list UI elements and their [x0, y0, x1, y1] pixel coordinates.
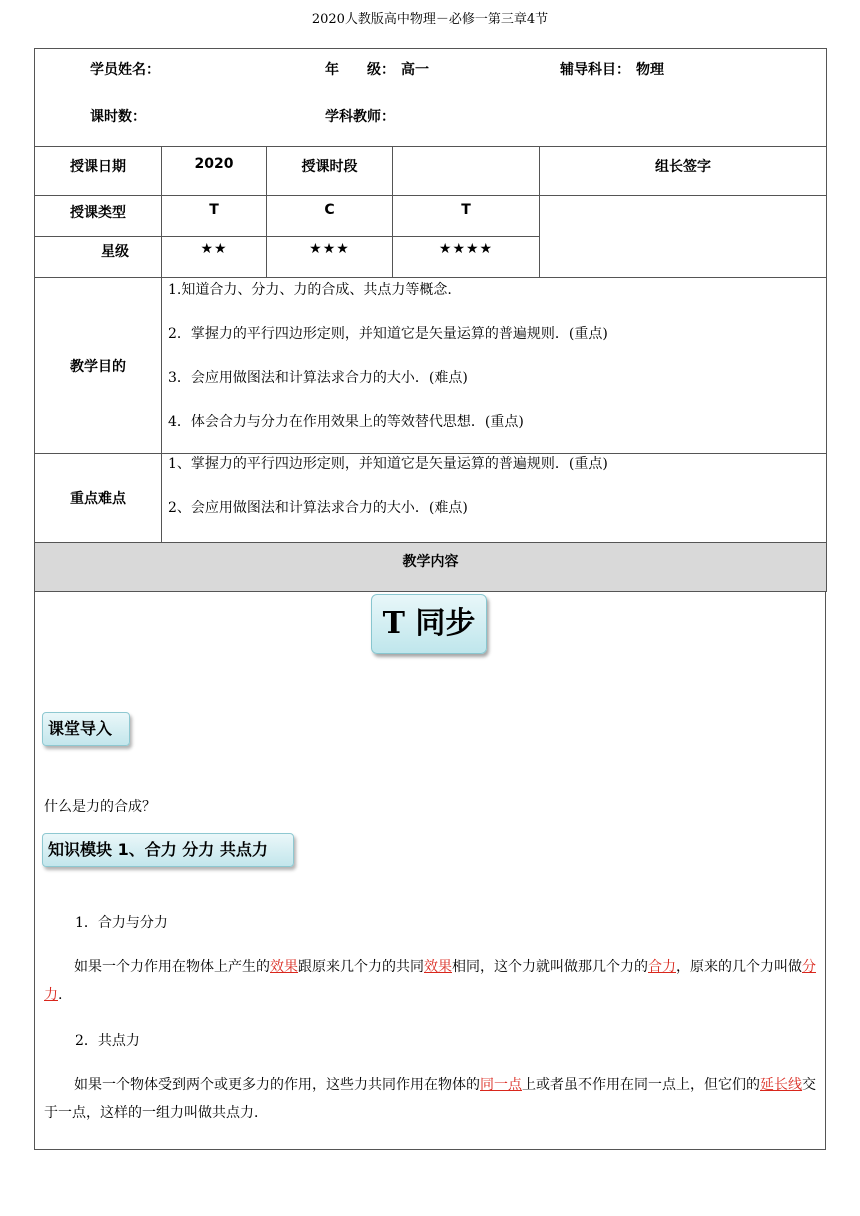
type-value-1: T: [162, 196, 267, 237]
class-hours-label: 课时数：: [90, 109, 146, 125]
teacher-label: 学科教师：: [325, 109, 395, 125]
date-label: 授课日期: [35, 147, 162, 196]
text-run: 交于一点，这样的一组力叫做共点力．: [44, 1077, 816, 1121]
period-label: 授课时段: [267, 147, 393, 196]
student-name-label: 学员姓名：: [90, 62, 160, 78]
type-value-2: C: [267, 196, 393, 237]
keyword-same-point: 同一点: [480, 1077, 522, 1093]
star-label: 星级: [35, 237, 162, 278]
text-run: 如果一个力作用在物体上产生的: [74, 959, 270, 975]
text-run: ，原来的几个力叫做: [676, 959, 802, 975]
goals-label: 教学目的: [35, 278, 162, 454]
star-rating-3: ★★★★: [393, 237, 540, 278]
keyword-effect: 效果: [270, 959, 298, 975]
intro-badge: 课堂导入: [42, 712, 130, 746]
leader-sign-label: 组长签字: [540, 147, 827, 196]
goal-item: 4．体会合力与分力在作用效果上的等效替代思想．(重点): [168, 414, 524, 430]
subject-label: 辅导科目：: [560, 62, 630, 78]
section-1-title: 1．合力与分力: [75, 915, 168, 931]
keyword-resultant-force: 合力: [648, 959, 676, 975]
leader-sign-cell: [540, 196, 827, 278]
goal-item: 2．掌握力的平行四边形定则，并知道它是矢量运算的普遍规则．(重点): [168, 326, 608, 342]
sync-title-box: T 同步: [371, 594, 487, 654]
text-run: 相同，这个力就叫做那几个力的: [452, 959, 648, 975]
subject-value: 物理: [636, 62, 664, 78]
type-value-3: T: [393, 196, 540, 237]
document-header: 2020人教版高中物理－必修一第三章4节: [311, 12, 549, 27]
key-points-list: [162, 454, 827, 543]
key-point-item: 1、掌握力的平行四边形定则，并知道它是矢量运算的普遍规则．(重点): [168, 456, 608, 472]
period-value: [393, 147, 540, 196]
keyword-extension-line: 延长线: [760, 1077, 802, 1093]
lesson-info-table: [34, 48, 827, 592]
goals-list: [162, 278, 827, 454]
keyword-effect: 效果: [424, 959, 452, 975]
grade-value: 高一: [401, 62, 429, 78]
goal-item: 1.知道合力、分力、力的合成、共点力等概念.: [168, 282, 452, 298]
text-run: 如果一个物体受到两个或更多力的作用，这些力共同作用在物体的: [74, 1077, 480, 1093]
text-run: .: [58, 987, 63, 1003]
key-point-item: 2、会应用做图法和计算法求合力的大小．(难点): [168, 500, 468, 516]
section-1-paragraph: [44, 953, 824, 1009]
section-2-title: 2．共点力: [75, 1033, 140, 1049]
goal-item: 3．会应用做图法和计算法求合力的大小．(难点): [168, 370, 468, 386]
date-value: 2020: [162, 147, 267, 196]
star-rating-2: ★★★: [267, 237, 393, 278]
text-run: 上或者虽不作用在同一点上，但它们的: [522, 1077, 760, 1093]
keyword-component-force: 分力: [44, 959, 816, 1003]
type-label: 授课类型: [35, 196, 162, 237]
star-rating-1: ★★: [162, 237, 267, 278]
teaching-content-body: [34, 591, 826, 1150]
teaching-content-heading: 教学内容: [35, 543, 827, 592]
section-2-paragraph: [44, 1071, 824, 1127]
key-points-label: 重点难点: [35, 454, 162, 543]
text-run: 跟原来几个力的共同: [298, 959, 424, 975]
grade-label: 年 级：: [325, 62, 395, 78]
module-badge: 知识模块 1、合力 分力 共点力: [42, 833, 294, 867]
student-info-cell: [35, 49, 827, 147]
intro-question: 什么是力的合成？: [44, 799, 156, 815]
